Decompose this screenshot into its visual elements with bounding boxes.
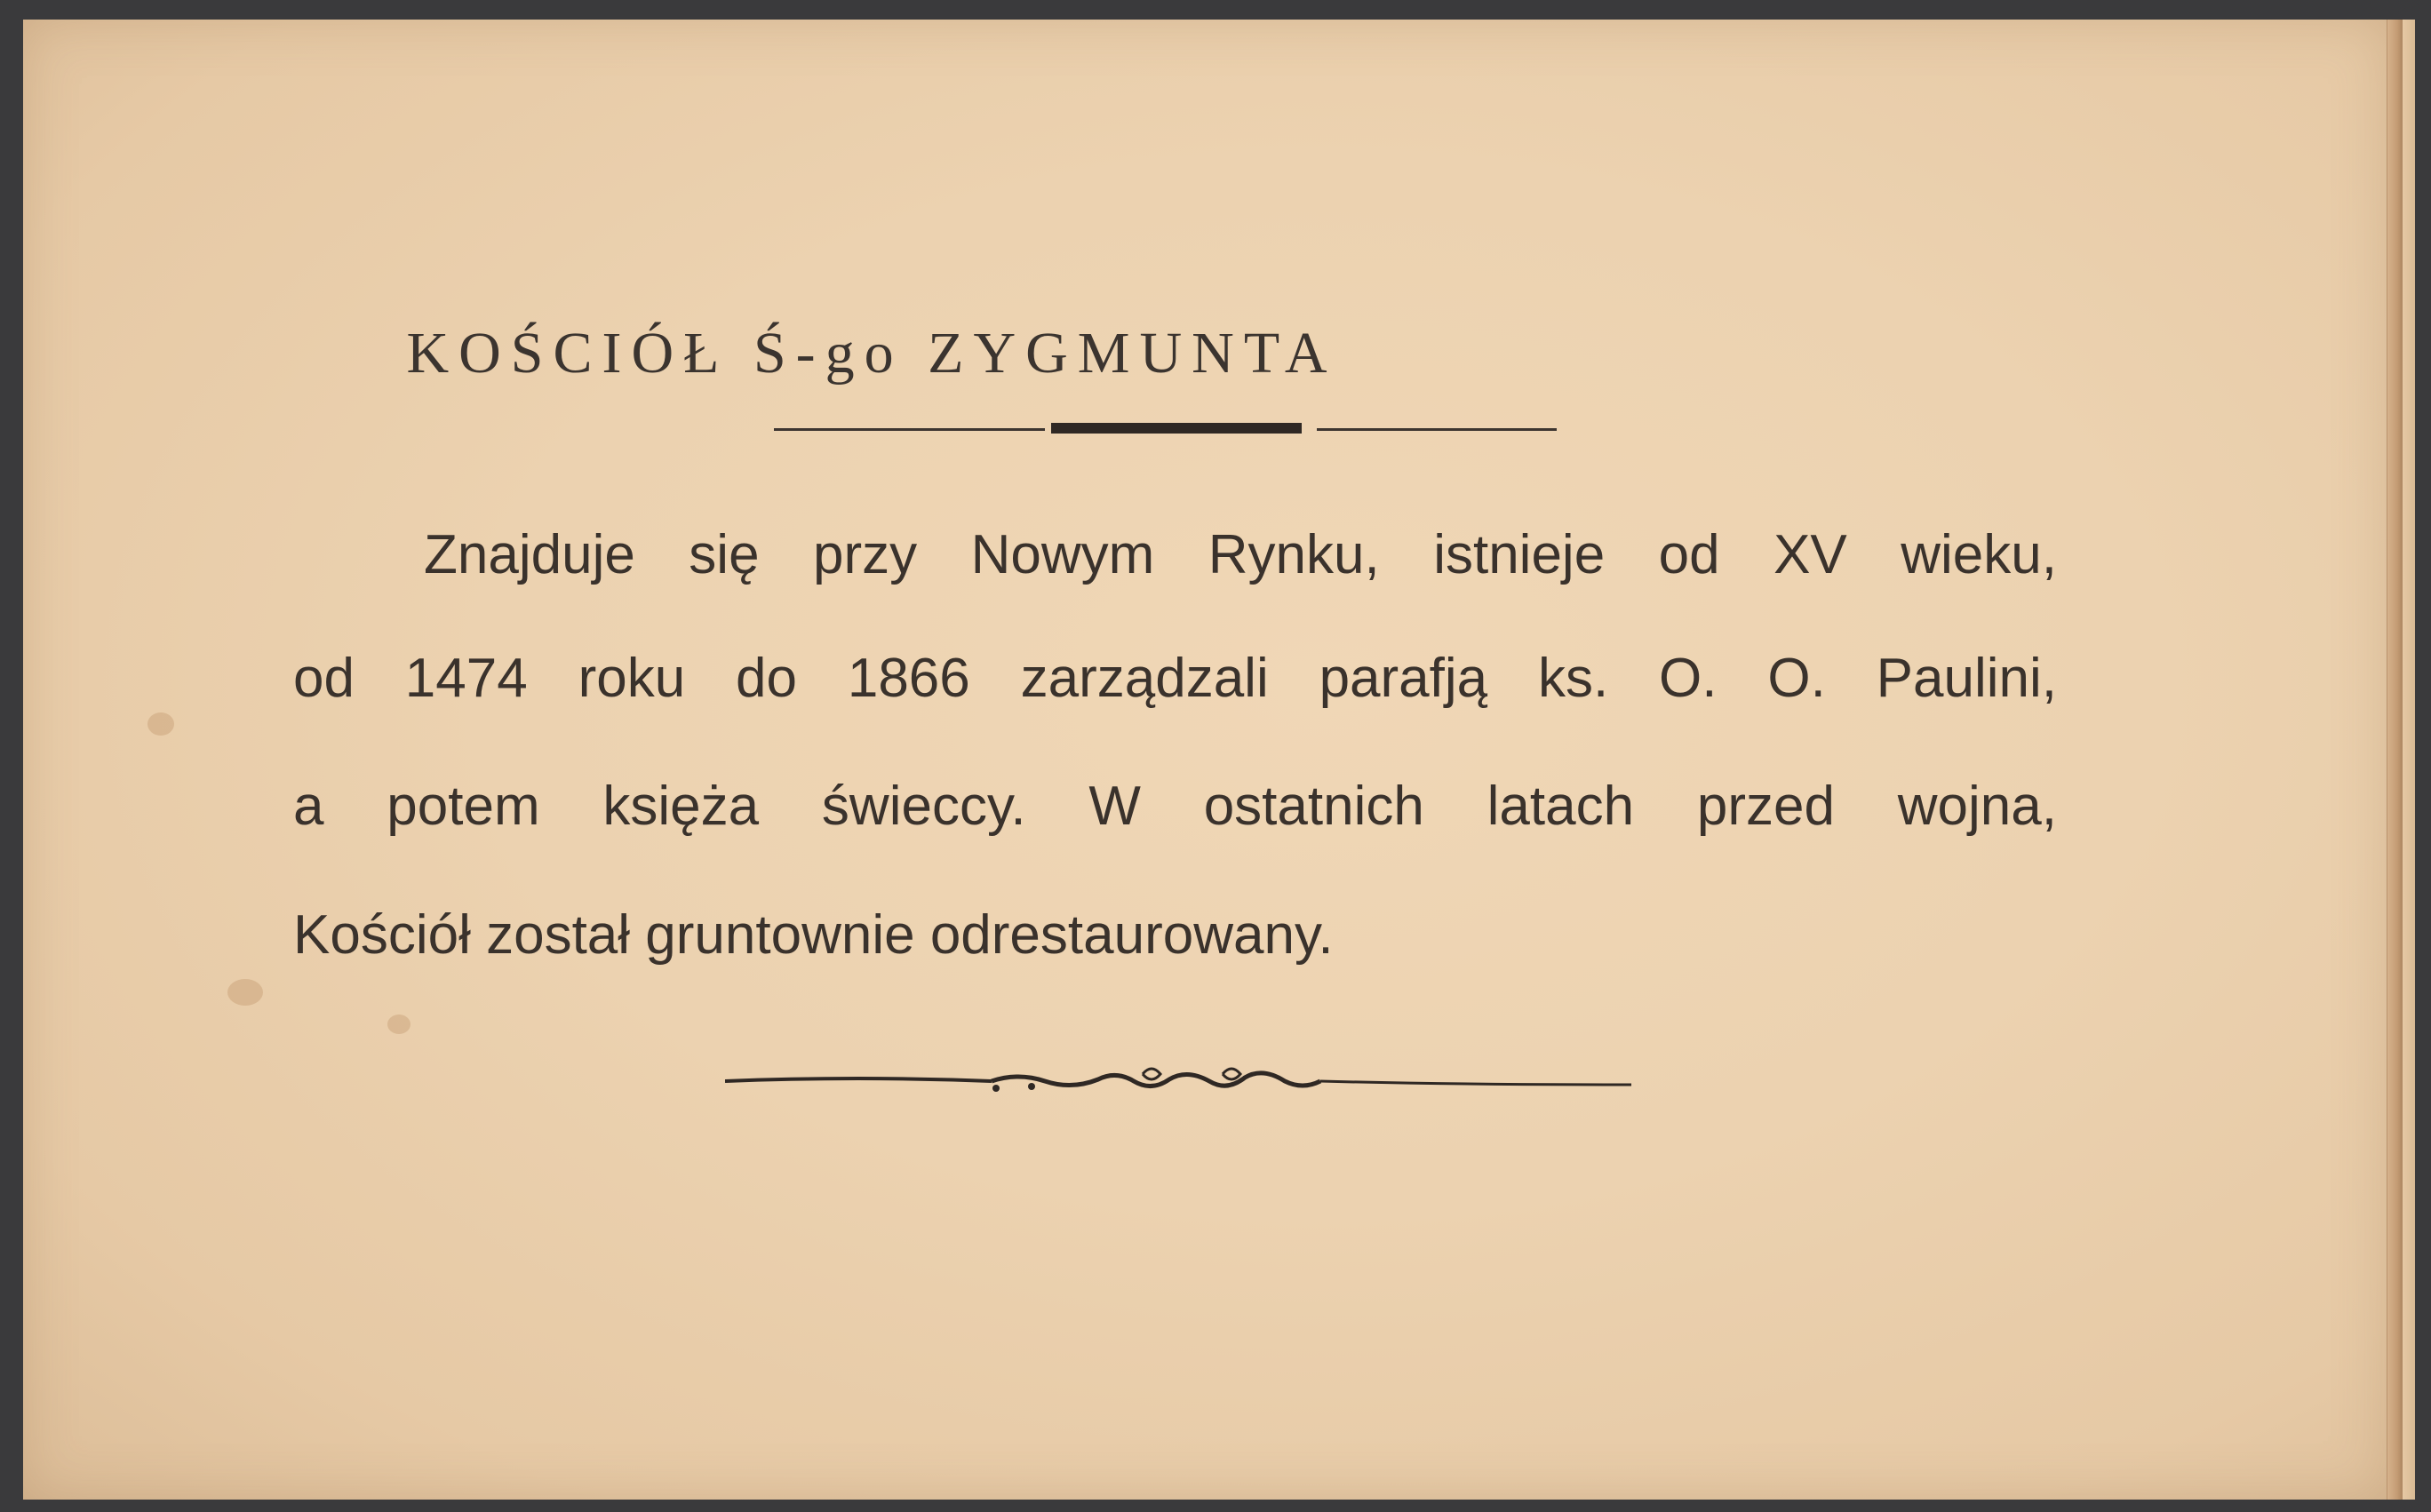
paragraph-line: Kościół został gruntownie odrestaurowany. [293,904,1334,966]
paper-stain [227,979,263,1006]
book-spine [2387,20,2403,1500]
paragraph-line: a potem księża świeccy. W ostatnich latach przed wojna, [293,776,2057,837]
title-rule-left [774,428,1045,431]
title-rule-center [1051,423,1302,434]
title-rule-right [1317,428,1557,431]
paper-stain [387,1015,410,1034]
paper-stain [147,712,174,736]
document-page [23,20,2387,1500]
page-edge [2403,20,2415,1500]
page-title: KOŚCIÓŁ Ś-go ZYGMUNTA [406,321,1337,386]
paragraph-line: od 1474 roku do 1866 zarządzali parafją ks. O. O. Paulini, [293,648,2057,709]
ornament-divider-icon [725,1054,1631,1108]
paragraph-line: Znajduje się przy Nowym Rynku, istnieje od XV wieku, [424,524,2057,585]
